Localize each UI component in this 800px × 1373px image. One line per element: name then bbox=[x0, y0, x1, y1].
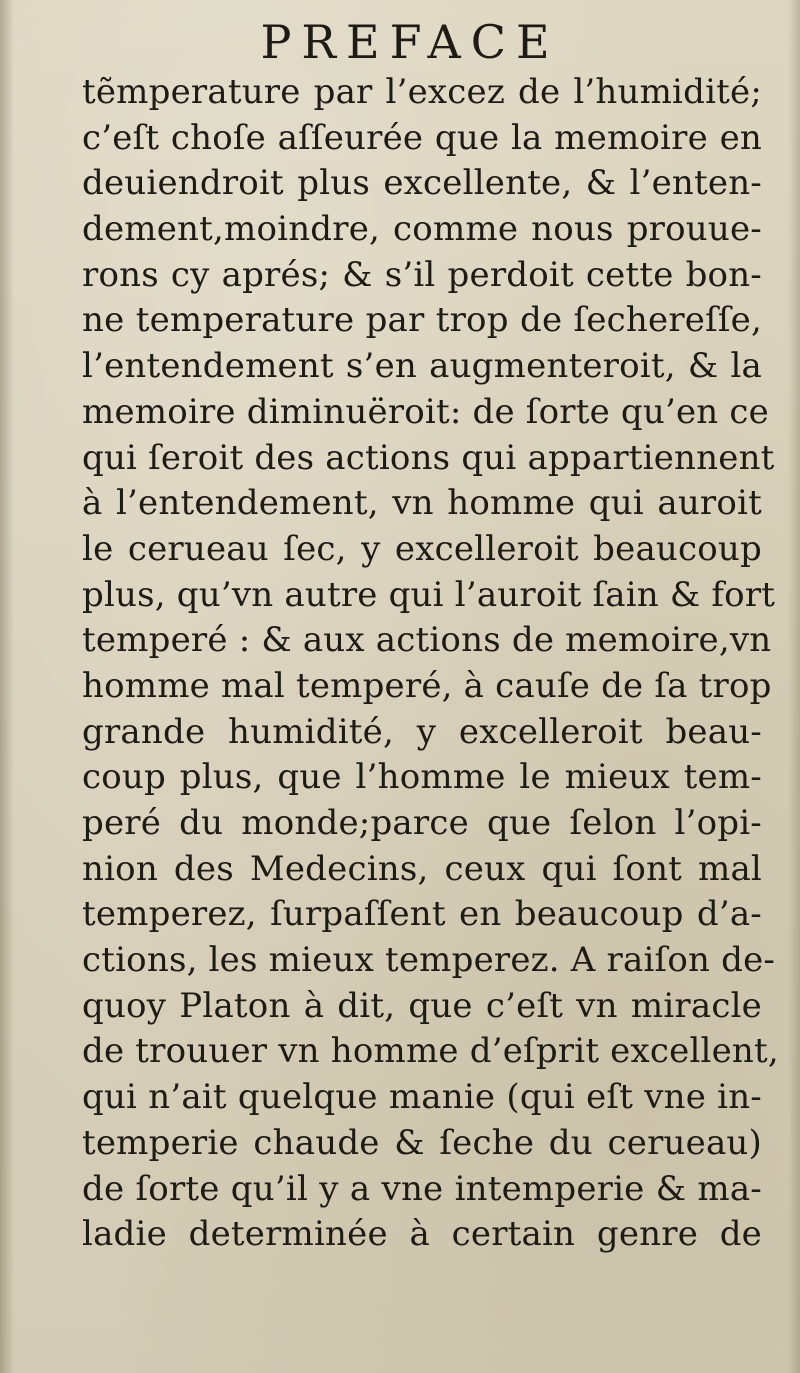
text-line: de ſorte qu’il y a vne intemperie & ma- bbox=[82, 1168, 762, 1209]
text-line: temperie chaude & ſeche du cerueau) bbox=[82, 1122, 762, 1163]
text-line: c’eſt choſe aſſeurée que la memoire en bbox=[82, 117, 762, 158]
text-line: plus, qu’vn autre qui l’auroit ſain & fort bbox=[82, 574, 776, 615]
running-head: PREFACE bbox=[260, 15, 560, 69]
text-line: tẽmperature par l’excez de l’humidité; bbox=[82, 72, 762, 112]
text-line: qui ſeroit des actions qui appartiennent bbox=[82, 437, 775, 478]
text-line: peré du monde;parce que ſelon l’opi- bbox=[82, 803, 762, 843]
text-line: temperé : & aux actions de memoire,vn bbox=[82, 620, 772, 661]
page-left-edge-shadow bbox=[0, 0, 14, 1373]
text-line: le cerueau ſec, y excelleroit beaucoup bbox=[82, 528, 762, 569]
text-line: l’entendement s’en augmenteroit, & la bbox=[82, 346, 762, 387]
text-line: de trouuer vn homme d’eſprit excellent, bbox=[82, 1031, 779, 1072]
text-line: deuiendroit plus excellente, & l’enten- bbox=[82, 163, 762, 204]
text-line: rons cy aprés; & s’il perdoit cette bon- bbox=[82, 254, 762, 295]
body-text bbox=[82, 70, 779, 1258]
text-line: coup plus, que l’homme le mieux tem- bbox=[82, 757, 762, 798]
text-line: temperez, ſurpaſſent en beaucoup d’a- bbox=[82, 894, 762, 935]
text-line: homme mal temperé, à cauſe de ſa trop bbox=[82, 665, 772, 706]
text-line: ne temperature par trop de ſechereſſe, bbox=[82, 300, 762, 341]
text-line: quoy Platon à dit, que c’eſt vn miracle bbox=[82, 985, 762, 1026]
text-line: grande humidité, y excelleroit beau- bbox=[82, 711, 762, 752]
page-right-edge-shadow bbox=[788, 0, 800, 1373]
text-line: nion des Medecins, ceux qui ſont mal bbox=[82, 848, 762, 889]
text-line: memoire diminuëroit: de ſorte qu’en ce bbox=[82, 391, 769, 432]
text-line: ladie determinée à certain genre de bbox=[82, 1214, 762, 1255]
text-line: ctions, les mieux temperez. A raiſon de- bbox=[82, 940, 776, 981]
text-line: à l’entendement, vn homme qui auroit bbox=[82, 483, 762, 524]
text-line: dement,moindre, comme nous prouue- bbox=[82, 209, 762, 250]
text-line: qui n’ait quelque manie (qui eſt vne in- bbox=[82, 1077, 762, 1118]
